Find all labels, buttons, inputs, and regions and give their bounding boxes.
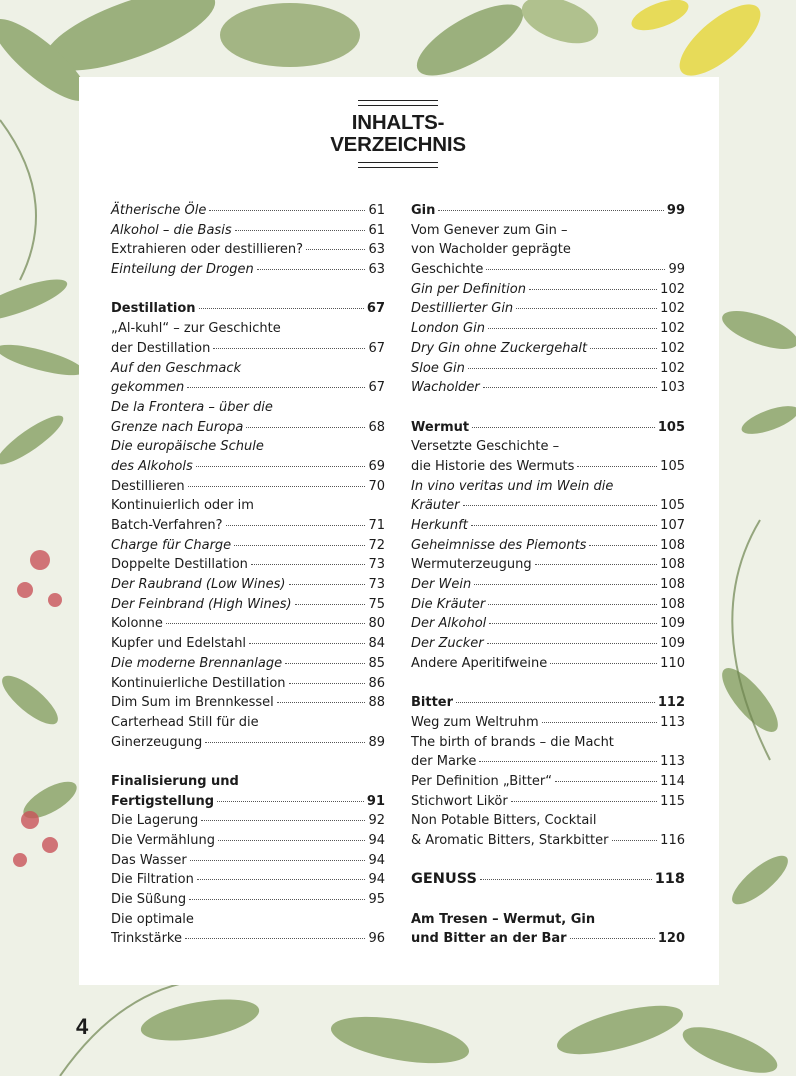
title-bottom-rule <box>358 162 438 168</box>
toc-entry-page: 105 <box>657 419 685 435</box>
dot-leader <box>479 761 657 762</box>
toc-entry-page: 113 <box>660 714 685 730</box>
toc-entry-title: The birth of brands – die Macht <box>411 734 614 750</box>
toc-entry-title: Die optimale <box>111 911 194 927</box>
toc-entry[interactable] <box>111 595 385 615</box>
toc-left-column <box>111 201 385 949</box>
toc-entry[interactable] <box>411 831 685 851</box>
dot-leader <box>235 230 366 231</box>
toc-entry-page: 61 <box>368 203 385 218</box>
dot-leader <box>535 564 658 565</box>
toc-entry-title: Vom Genever zum Gin – <box>411 222 568 238</box>
toc-entry-title: De la Frontera – über die <box>111 399 273 415</box>
toc-entry-page: 68 <box>368 419 385 435</box>
toc-entry-title: Die Vermählung <box>111 833 215 848</box>
toc-entry[interactable] <box>411 437 685 457</box>
toc-entry[interactable] <box>111 437 385 457</box>
toc-entry-page: 61 <box>368 222 385 238</box>
dot-leader <box>190 860 366 861</box>
dot-leader <box>185 938 365 939</box>
toc-entry-title: Der Feinbrand (High Wines) <box>111 596 292 612</box>
dot-leader <box>590 348 657 349</box>
toc-entry-page: 109 <box>660 636 685 652</box>
toc-entry[interactable] <box>411 792 685 812</box>
dot-leader <box>542 722 658 723</box>
toc-entry-page: 102 <box>660 301 685 317</box>
dot-leader <box>468 368 657 369</box>
toc-entry-page: 105 <box>660 458 685 474</box>
toc-entry-title: Dry Gin ohne Zuckergehalt <box>411 340 588 356</box>
toc-entry-page: 67 <box>368 340 385 356</box>
dot-leader <box>488 328 657 329</box>
toc-entry[interactable] <box>411 634 685 654</box>
toc-entry[interactable] <box>111 536 385 556</box>
toc-entry-title: Geschichte <box>411 262 484 278</box>
toc-entry-page: 63 <box>368 262 385 278</box>
toc-entry[interactable] <box>111 240 385 260</box>
dot-leader <box>289 683 366 684</box>
toc-entry-page: 85 <box>368 655 385 671</box>
toc-entry-page: 102 <box>660 281 685 297</box>
toc-entry-page: 70 <box>368 478 385 494</box>
dot-leader <box>213 348 365 349</box>
dot-leader <box>205 742 365 743</box>
toc-entry-page: 99 <box>668 262 685 278</box>
toc-entry-title: Der Zucker <box>411 636 484 652</box>
toc-entry[interactable] <box>111 457 385 477</box>
dot-leader <box>589 545 657 546</box>
toc-entry-page: 94 <box>368 872 385 888</box>
toc-entry-page: 84 <box>368 636 385 652</box>
toc-entry-page: 103 <box>660 380 685 396</box>
toc-entry[interactable] <box>411 752 685 772</box>
toc-entry-title: Wacholder <box>411 380 480 396</box>
toc-entry-title: Sloe Gin <box>411 360 465 376</box>
toc-entry-title: Ginerzeugung <box>111 734 203 750</box>
toc-entry-page: 88 <box>368 695 385 711</box>
toc-entry-page: 63 <box>368 242 385 258</box>
section-gap <box>411 398 685 418</box>
dot-leader <box>487 643 658 644</box>
toc-entry-title: Die Filtration <box>111 872 194 888</box>
section-gap <box>411 851 685 871</box>
section-gap <box>411 674 685 694</box>
toc-entry-title: Kontinuierlich oder im <box>111 498 254 514</box>
toc-entry-title: Dim Sum im Brennkessel <box>111 695 274 711</box>
dot-leader <box>295 604 366 605</box>
dot-leader <box>217 801 364 802</box>
toc-entry[interactable] <box>111 890 385 910</box>
dot-leader <box>463 505 658 506</box>
dot-leader <box>480 879 652 880</box>
toc-entry[interactable] <box>411 280 685 300</box>
toc-entry-page: 102 <box>660 360 685 376</box>
toc-entry-title: der Marke <box>411 754 477 770</box>
toc-entry[interactable] <box>411 654 685 674</box>
toc-entry-title: Bitter <box>411 695 454 711</box>
toc-entry[interactable] <box>411 870 685 890</box>
dot-leader <box>577 466 657 467</box>
toc-entry[interactable] <box>111 299 385 319</box>
toc-entry[interactable] <box>111 359 385 379</box>
toc-entry-title: die Historie des Wermuts <box>411 458 575 474</box>
toc-entry[interactable] <box>111 713 385 733</box>
toc-entry-page: 102 <box>660 340 685 356</box>
toc-entry[interactable] <box>411 536 685 556</box>
toc-entry-title: des Alkohols <box>111 458 193 474</box>
dot-leader <box>472 427 655 428</box>
section-gap <box>111 752 385 772</box>
toc-entry-title: Destillieren <box>111 478 185 494</box>
toc-entry[interactable] <box>111 221 385 241</box>
toc-entry-page: 86 <box>368 675 385 691</box>
toc-entry[interactable] <box>111 634 385 654</box>
toc-entry-title: von Wacholder geprägte <box>411 242 571 258</box>
dot-leader <box>471 525 657 526</box>
toc-entry[interactable] <box>411 260 685 280</box>
toc-entry-title: Geheimnisse des Piemonts <box>411 537 587 553</box>
toc-entry[interactable] <box>411 555 685 575</box>
toc-entry[interactable] <box>111 870 385 890</box>
toc-entry[interactable] <box>111 477 385 497</box>
dot-leader <box>438 210 664 211</box>
toc-entry-title: & Aromatic Bitters, Starkbitter <box>411 833 609 848</box>
dot-leader <box>218 840 365 841</box>
dot-leader <box>249 643 365 644</box>
dot-leader <box>570 938 655 939</box>
toc-entry-title: Per Definition „Bitter“ <box>411 773 553 789</box>
toc-entry-title: Grenze nach Europa <box>111 419 244 435</box>
toc-entry-title: Der Alkohol <box>411 616 487 632</box>
toc-entry[interactable] <box>111 733 385 753</box>
dot-leader <box>234 545 365 546</box>
toc-entry[interactable] <box>411 575 685 595</box>
toc-entry-page: 110 <box>660 655 685 671</box>
dot-leader <box>486 269 665 270</box>
toc-entry-title: Versetzte Geschichte – <box>411 439 560 455</box>
toc-entry-title: Wermuterzeugung <box>411 557 532 573</box>
dot-leader <box>197 879 366 880</box>
dot-leader <box>196 466 366 467</box>
toc-entry[interactable] <box>411 516 685 536</box>
page-title <box>0 112 796 156</box>
toc-entry-page: 69 <box>368 458 385 474</box>
toc-entry-page: 72 <box>368 537 385 553</box>
dot-leader <box>277 702 366 703</box>
title-top-rule <box>358 100 438 106</box>
toc-entry[interactable] <box>111 929 385 949</box>
toc-entry-page: 116 <box>660 833 685 848</box>
toc-entry[interactable] <box>111 772 385 792</box>
toc-entry-page: 94 <box>368 852 385 868</box>
toc-entry-page: 105 <box>660 498 685 514</box>
toc-entry[interactable] <box>411 929 685 949</box>
toc-entry-page: 96 <box>368 931 385 947</box>
toc-entry-page: 107 <box>660 518 685 533</box>
toc-entry[interactable] <box>111 910 385 930</box>
toc-entry-title: Die Lagerung <box>111 813 199 829</box>
toc-entry-title: Doppelte Destillation <box>111 557 248 573</box>
toc-entry-title: Kontinuierliche Destillation <box>111 675 286 691</box>
toc-entry-title: Einteilung der Drogen <box>111 262 254 278</box>
toc-entry[interactable] <box>111 319 385 339</box>
dot-leader <box>516 308 657 309</box>
toc-entry[interactable] <box>411 772 685 792</box>
toc-entry[interactable] <box>111 851 385 871</box>
toc-entry-title: Destillation <box>111 301 196 317</box>
toc-entry-page: 99 <box>666 203 685 218</box>
toc-entry-page: 71 <box>368 518 385 533</box>
dot-leader <box>246 427 365 428</box>
dot-leader <box>488 604 657 605</box>
section-gap <box>111 280 385 300</box>
toc-entry[interactable] <box>411 418 685 438</box>
toc-entry[interactable] <box>411 221 685 241</box>
title-block <box>0 100 796 168</box>
toc-entry-title: „Al-kuhl“ – zur Geschichte <box>111 321 281 337</box>
toc-entry-title: In vino veritas und im Wein die <box>411 478 614 494</box>
toc-entry-page: 118 <box>654 871 685 888</box>
toc-entry[interactable] <box>411 378 685 398</box>
dot-leader <box>456 702 655 703</box>
toc-entry-title: gekommen <box>111 380 185 396</box>
toc-entry[interactable] <box>411 910 685 930</box>
dot-leader <box>555 781 657 782</box>
toc-entry-page: 73 <box>368 577 385 593</box>
dot-leader <box>612 840 658 841</box>
toc-entry-title: und Bitter an der Bar <box>411 931 567 947</box>
toc-entry-page: 102 <box>660 321 685 337</box>
toc-entry-title: Der Raubrand (Low Wines) <box>111 577 286 593</box>
dot-leader <box>257 269 366 270</box>
toc-entry[interactable] <box>111 398 385 418</box>
toc-entry[interactable] <box>111 339 385 359</box>
toc-entry[interactable] <box>111 496 385 516</box>
toc-entry[interactable] <box>411 457 685 477</box>
toc-entry[interactable] <box>411 477 685 497</box>
dot-leader <box>289 584 366 585</box>
toc-entry-title: Alkohol – die Basis <box>111 222 232 238</box>
toc-entry-page: 115 <box>660 793 685 809</box>
toc-entry-page: 108 <box>660 557 685 573</box>
toc-entry[interactable] <box>411 496 685 516</box>
toc-entry[interactable] <box>111 201 385 221</box>
toc-entry[interactable] <box>111 792 385 812</box>
toc-entry-page: 89 <box>368 734 385 750</box>
dot-leader <box>187 387 365 388</box>
toc-entry-title: Destillierter Gin <box>411 301 514 317</box>
toc-entry-page: 67 <box>368 380 385 396</box>
toc-entry[interactable] <box>411 359 685 379</box>
toc-entry-page: 113 <box>660 754 685 770</box>
toc-entry[interactable] <box>111 575 385 595</box>
dot-leader <box>489 623 657 624</box>
toc-entry-page: 114 <box>660 773 685 789</box>
toc-entry-title: Finalisierung und <box>111 773 239 789</box>
dot-leader <box>483 387 658 388</box>
toc-entry[interactable] <box>411 693 685 713</box>
toc-entry[interactable] <box>411 733 685 753</box>
toc-entry-title: Kolonne <box>111 616 163 632</box>
toc-entry-page: 67 <box>366 301 385 317</box>
toc-entry-page: 94 <box>368 833 385 848</box>
toc-entry-page: 108 <box>660 577 685 593</box>
toc-entry-title: Gin <box>411 203 436 218</box>
toc-entry-page: 95 <box>368 892 385 908</box>
toc-entry-page: 112 <box>657 695 685 711</box>
dot-leader <box>201 820 365 821</box>
toc-entry-title: der Destillation <box>111 340 211 356</box>
toc-entry[interactable] <box>111 674 385 694</box>
toc-entry-title: Gin per Definition <box>411 281 526 297</box>
toc-entry-title: Die europäische Schule <box>111 439 264 455</box>
toc-entry-page: 92 <box>368 813 385 829</box>
toc-entry[interactable] <box>411 713 685 733</box>
toc-entry-title: Extrahieren oder destillieren? <box>111 242 304 258</box>
dot-leader <box>188 486 366 487</box>
dot-leader <box>550 663 657 664</box>
toc-entry[interactable] <box>411 811 685 831</box>
toc-entry[interactable] <box>411 240 685 260</box>
toc-entry-title: Die moderne Brennanlage <box>111 655 283 671</box>
toc-entry-title: Am Tresen – Wermut, Gin <box>411 911 596 927</box>
toc-entry-title: Die Süßung <box>111 892 187 908</box>
toc-entry-title: Das Wasser <box>111 852 187 868</box>
toc-entry-page: 109 <box>660 616 685 632</box>
toc-entry-title: Kräuter <box>411 498 460 514</box>
dot-leader <box>251 564 366 565</box>
toc-entry[interactable] <box>411 319 685 339</box>
toc-entry-title: Der Wein <box>411 577 472 593</box>
toc-entry[interactable] <box>111 260 385 280</box>
toc-entry-title: Charge für Charge <box>111 537 232 553</box>
toc-entry-title: GENUSS <box>411 871 477 888</box>
dot-leader <box>209 210 365 211</box>
dot-leader <box>189 899 365 900</box>
toc-entry[interactable] <box>411 595 685 615</box>
page-title-line-1: INHALTS- <box>351 111 445 134</box>
toc-entry-title: Trinkstärke <box>111 931 182 947</box>
toc-entry[interactable] <box>411 299 685 319</box>
toc-entry-title: Fertigstellung <box>111 793 215 809</box>
toc-entry-page: 120 <box>657 931 685 947</box>
dot-leader <box>166 623 366 624</box>
dot-leader <box>226 525 366 526</box>
toc-entry-page: 80 <box>368 616 385 632</box>
toc-entry-title: Stichwort Likör <box>411 793 508 809</box>
toc-right-column <box>411 201 685 949</box>
toc-entry-title: London Gin <box>411 321 485 337</box>
toc-entry[interactable] <box>111 555 385 575</box>
toc-entry[interactable] <box>411 201 685 221</box>
toc-entry-page: 73 <box>368 557 385 573</box>
toc-entry-title: Ätherische Öle <box>111 203 207 218</box>
toc-entry-title: Auf den Geschmack <box>111 360 241 376</box>
dot-leader <box>511 801 657 802</box>
toc-entry-title: Non Potable Bitters, Cocktail <box>411 813 597 829</box>
toc-entry-title: Weg zum Weltruhm <box>411 714 539 730</box>
toc-entry[interactable] <box>111 418 385 438</box>
toc-entry-page: 91 <box>366 793 385 809</box>
toc-entry[interactable] <box>111 693 385 713</box>
toc-entry[interactable] <box>111 614 385 634</box>
toc-entry[interactable] <box>411 339 685 359</box>
dot-leader <box>199 308 364 309</box>
toc-entry-title: Batch-Verfahren? <box>111 518 223 533</box>
page-number: 4 <box>76 1014 89 1039</box>
toc-entry[interactable] <box>111 811 385 831</box>
toc-entry-page: 108 <box>660 537 685 553</box>
toc-entry-title: Herkunft <box>411 518 468 533</box>
toc-entry[interactable] <box>411 614 685 634</box>
toc-entry[interactable] <box>111 654 385 674</box>
toc-entry-page: 75 <box>368 596 385 612</box>
toc-entry-title: Die Kräuter <box>411 596 486 612</box>
toc-entry[interactable] <box>111 378 385 398</box>
section-gap <box>411 890 685 910</box>
toc-entry[interactable] <box>111 516 385 536</box>
toc-entry-title: Kupfer und Edelstahl <box>111 636 247 652</box>
toc-entry[interactable] <box>111 831 385 851</box>
dot-leader <box>474 584 657 585</box>
dot-leader <box>306 249 365 250</box>
dot-leader <box>529 289 657 290</box>
toc-entry-title: Carterhead Still für die <box>111 714 259 730</box>
toc-entry-title: Andere Aperitifweine <box>411 655 548 671</box>
toc-entry-page: 108 <box>660 596 685 612</box>
toc-entry-title: Wermut <box>411 419 470 435</box>
dot-leader <box>285 663 365 664</box>
page-title-line-2: VERZEICHNIS <box>330 133 466 156</box>
